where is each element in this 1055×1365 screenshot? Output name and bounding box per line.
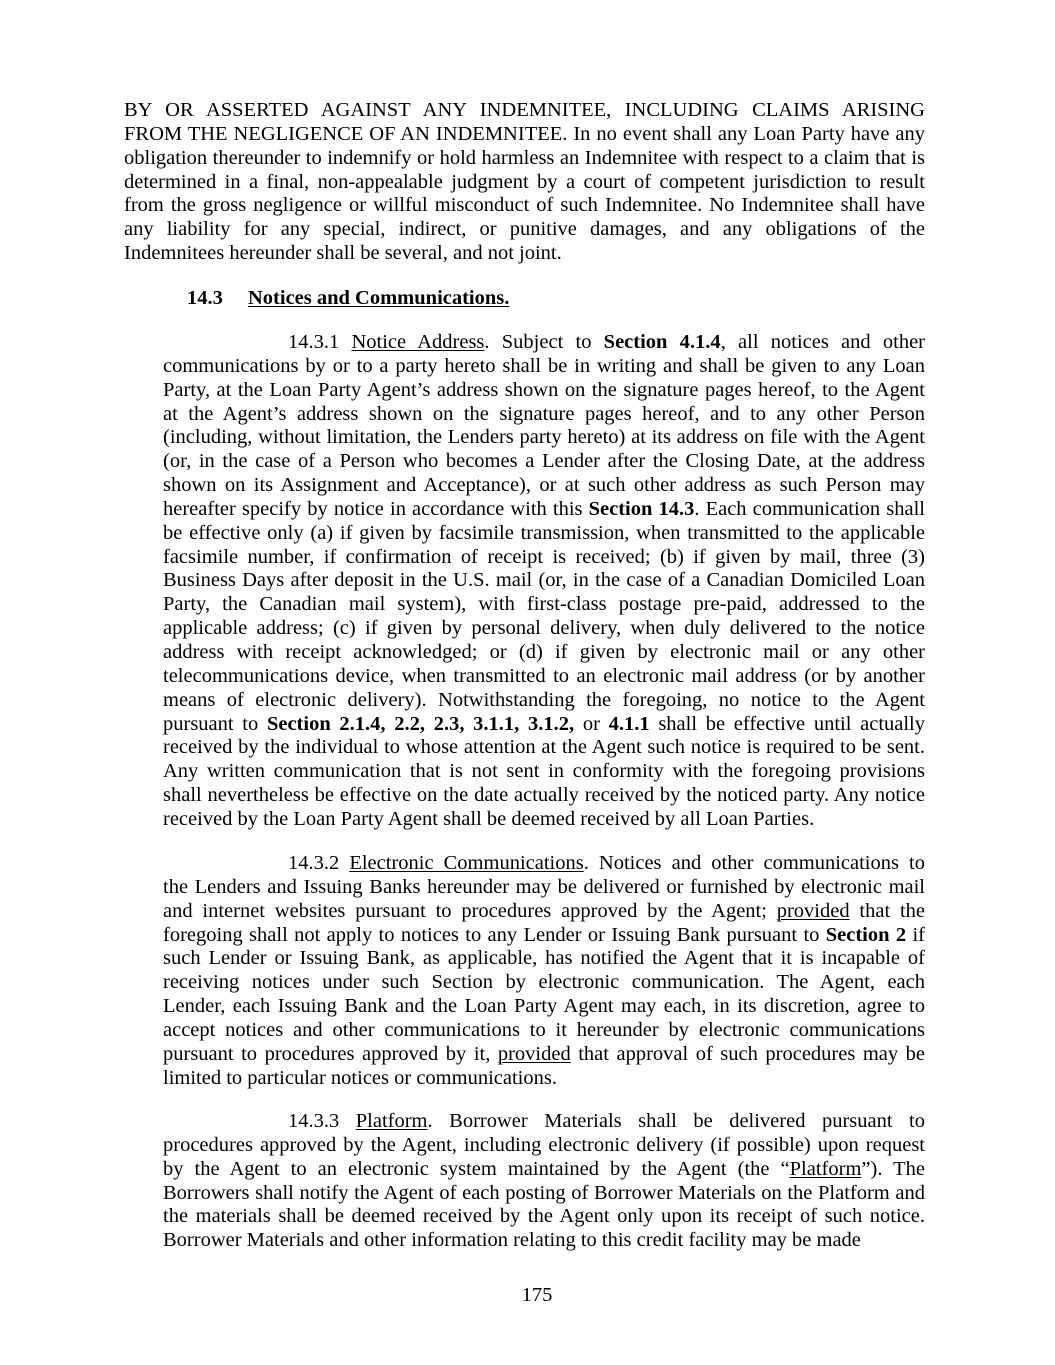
text-run: received by the individual to whose attention at the Agent such notice is required to be sent. bbox=[163, 736, 925, 759]
text-run: Business Days after deposit in the U.S. mail (or, in the case of a Canadian Domiciled Loan bbox=[163, 569, 925, 592]
section-title: Notices and Communications. bbox=[248, 287, 510, 309]
indemnity-continuation-paragraph bbox=[124, 99, 925, 266]
text-run: . Subject to bbox=[484, 331, 604, 353]
underlined-text: provided bbox=[776, 899, 850, 922]
underlined-text: Platform bbox=[355, 1110, 428, 1132]
underlined-text: Notice Address bbox=[351, 331, 485, 353]
text-line bbox=[163, 641, 925, 665]
text-line bbox=[163, 736, 925, 760]
text-run: Borrower Materials and other information relating to this credit facility may be made bbox=[163, 1229, 861, 1252]
text-run: (or, in the case of a Person who becomes a Lender after the Closing Date, at the address bbox=[163, 450, 925, 473]
text-line bbox=[124, 218, 925, 242]
subsection-14-3-3-platform bbox=[163, 1110, 925, 1253]
text-run: pursuant to bbox=[163, 712, 267, 735]
text-run: FROM THE NEGLIGENCE OF AN INDEMNITEE. In no event shall any Loan Party have any bbox=[124, 122, 925, 145]
section-number: 14.3 bbox=[187, 287, 223, 309]
underlined-text: provided bbox=[497, 1042, 571, 1065]
text-line bbox=[163, 689, 925, 713]
text-line bbox=[163, 852, 925, 876]
text-run: accept notices and other communications to it hereunder by electronic communications bbox=[163, 1018, 925, 1041]
text-line bbox=[163, 546, 925, 570]
text-run: foregoing shall not apply to notices to any Lender or Issuing Bank pursuant to bbox=[163, 923, 826, 946]
text-run: or bbox=[574, 712, 609, 735]
text-run: , all notices and other bbox=[720, 331, 926, 353]
text-run: receiving notices under such Section by electronic communication. The Agent, each bbox=[163, 971, 925, 994]
text-run: shall be effective until actually bbox=[649, 712, 926, 735]
text-line bbox=[163, 1205, 925, 1229]
text-line bbox=[163, 1110, 925, 1134]
text-line bbox=[163, 784, 925, 808]
text-run: such Lender or Issuing Bank, as applicable, has notified the Agent that it is incapable of bbox=[163, 947, 925, 970]
text-line bbox=[163, 1019, 925, 1043]
underlined-text: Electronic Communications bbox=[349, 852, 584, 874]
text-run: hereafter specify by notice in accordance with this bbox=[163, 497, 589, 520]
text-line bbox=[163, 569, 925, 593]
bold-text: Section 2.1.4, 2.2, 2.3, 3.1.1, 3.1.2, bbox=[266, 712, 575, 735]
text-run: . Borrower Materials shall be delivered pursuant to bbox=[427, 1110, 926, 1132]
text-line bbox=[163, 924, 925, 948]
text-line bbox=[163, 1158, 925, 1182]
text-run: shall nevertheless be effective on the date actually received by the noticed party. Any notice bbox=[163, 784, 925, 807]
text-line bbox=[163, 665, 925, 689]
subsection-14-3-2-electronic-communications bbox=[163, 852, 925, 1090]
text-line bbox=[163, 1043, 925, 1067]
text-run: address with receipt acknowledged; or (d) if given by electronic mail or any other bbox=[163, 640, 925, 663]
text-line bbox=[163, 474, 925, 498]
text-line bbox=[163, 760, 925, 784]
text-run: 14.3.2 bbox=[288, 852, 350, 874]
text-line bbox=[163, 947, 925, 971]
text-run: facsimile number, if confirmation of receipt is received; (b) if given by mail, three (3) bbox=[163, 545, 925, 568]
text-run: shown on its Assignment and Acceptance), or at such other address as such Person may bbox=[163, 474, 925, 497]
text-line bbox=[163, 617, 925, 641]
text-run: by the Agent to an electronic system maintained by the Agent (the “ bbox=[163, 1157, 790, 1180]
text-run: the Lenders and Issuing Banks hereunder may be delivered or furnished by electronic mail bbox=[163, 875, 925, 898]
text-run: from the gross negligence or willful misconduct of such Indemnitee. No Indemnitee shall have bbox=[124, 194, 925, 217]
text-line bbox=[163, 498, 925, 522]
text-run: telecommunications device, when transmitted to an electronic mail address (or by another bbox=[163, 664, 925, 687]
text-run: Lender, each Issuing Bank and the Loan Party Agent may each, in its discretion, agree to bbox=[163, 995, 925, 1018]
text-line bbox=[163, 808, 925, 832]
underlined-text: Platform bbox=[789, 1157, 862, 1180]
text-line bbox=[163, 522, 925, 546]
text-run: Any written communication that is not sent in conformity with the foregoing provisions bbox=[163, 760, 925, 783]
subsection-14-3-1-notice-address bbox=[163, 331, 925, 832]
text-run: pursuant to procedures approved by it, bbox=[163, 1042, 498, 1065]
text-run: Party, at the Loan Party Agent’s address shown on the signature pages hereof, to the Agent bbox=[163, 378, 925, 401]
text-run: applicable address; (c) if given by personal delivery, when duly delivered to the notice bbox=[163, 617, 925, 640]
text-line bbox=[163, 331, 925, 355]
text-line bbox=[163, 1067, 925, 1091]
text-run: and internet websites pursuant to procedures approved by the Agent; bbox=[163, 899, 777, 922]
text-run: any liability for any special, indirect, or punitive damages, and any obligations of the bbox=[124, 218, 925, 241]
text-line bbox=[163, 403, 925, 427]
text-run: 14.3.3 bbox=[288, 1110, 356, 1132]
text-line bbox=[163, 971, 925, 995]
text-run: Indemnitees hereunder shall be several, and not joint. bbox=[124, 242, 562, 265]
text-line bbox=[163, 1182, 925, 1206]
text-run: determined in a final, non-appealable judgment by a court of competent jurisdiction to result bbox=[124, 170, 925, 193]
text-run: (including, without limitation, the Lenders party hereto) at its address on file with the Agent bbox=[163, 426, 925, 449]
text-run: BY OR ASSERTED AGAINST ANY INDEMNITEE, INCLUDING CLAIMS ARISING bbox=[124, 99, 925, 121]
text-run: received by the Loan Party Agent shall be deemed received by all Loan Parties. bbox=[163, 807, 815, 830]
text-line bbox=[124, 123, 925, 147]
text-line bbox=[124, 194, 925, 218]
text-line bbox=[163, 1229, 925, 1253]
text-line bbox=[124, 171, 925, 195]
page-number: 175 bbox=[521, 1284, 553, 1306]
text-run: the materials shall be deemed received by the Agent only upon its receipt of such notice. bbox=[163, 1205, 925, 1228]
text-run: . Notices and other communications to bbox=[583, 852, 926, 874]
text-run: obligation thereunder to indemnify or hold harmless an Indemnitee with respect to a claim that is bbox=[124, 146, 925, 169]
text-run: if bbox=[906, 923, 925, 946]
text-run: limited to particular notices or communications. bbox=[163, 1066, 557, 1089]
text-line bbox=[163, 593, 925, 617]
text-line bbox=[124, 99, 925, 123]
text-run: that approval of such procedures may be bbox=[570, 1042, 925, 1065]
text-run: procedures approved by the Agent, including electronic delivery (if possible) upon request bbox=[163, 1133, 925, 1156]
text-run: Borrowers shall notify the Agent of each posting of Borrower Materials on the Platform and bbox=[163, 1181, 925, 1204]
text-line bbox=[163, 426, 925, 450]
text-run: means of electronic delivery). Notwithstanding the foregoing, no notice to the Agent bbox=[163, 688, 925, 711]
bold-text: Section 2 bbox=[825, 923, 907, 946]
text-run: . Each communication shall bbox=[694, 497, 925, 520]
text-line bbox=[163, 713, 925, 737]
text-line bbox=[163, 355, 925, 379]
bold-text: 4.1.1 bbox=[608, 712, 650, 735]
text-line bbox=[163, 1134, 925, 1158]
text-line bbox=[163, 379, 925, 403]
text-run: 14.3.1 bbox=[288, 331, 352, 353]
text-run: at the Agent’s address shown on the signature pages hereof, and to any other Person bbox=[163, 402, 925, 425]
text-run: be effective only (a) if given by facsimile transmission, when transmitted to the applicable bbox=[163, 521, 925, 544]
text-line bbox=[163, 995, 925, 1019]
bold-text: Section 14.3 bbox=[588, 497, 695, 520]
text-line bbox=[124, 147, 925, 171]
bold-text: Section 4.1.4 bbox=[603, 331, 721, 353]
section-heading bbox=[0, 287, 1055, 311]
text-run: that the bbox=[849, 899, 925, 922]
text-run: communications by or to a party hereto shall be in writing and shall be given to any Loan bbox=[163, 354, 925, 377]
text-line bbox=[163, 450, 925, 474]
text-line bbox=[163, 876, 925, 900]
text-run: ”). The bbox=[861, 1157, 926, 1180]
text-line bbox=[124, 242, 925, 266]
text-run: Party, the Canadian mail system), with first-class postage pre-paid, addressed to the bbox=[163, 593, 925, 616]
text-line bbox=[163, 900, 925, 924]
